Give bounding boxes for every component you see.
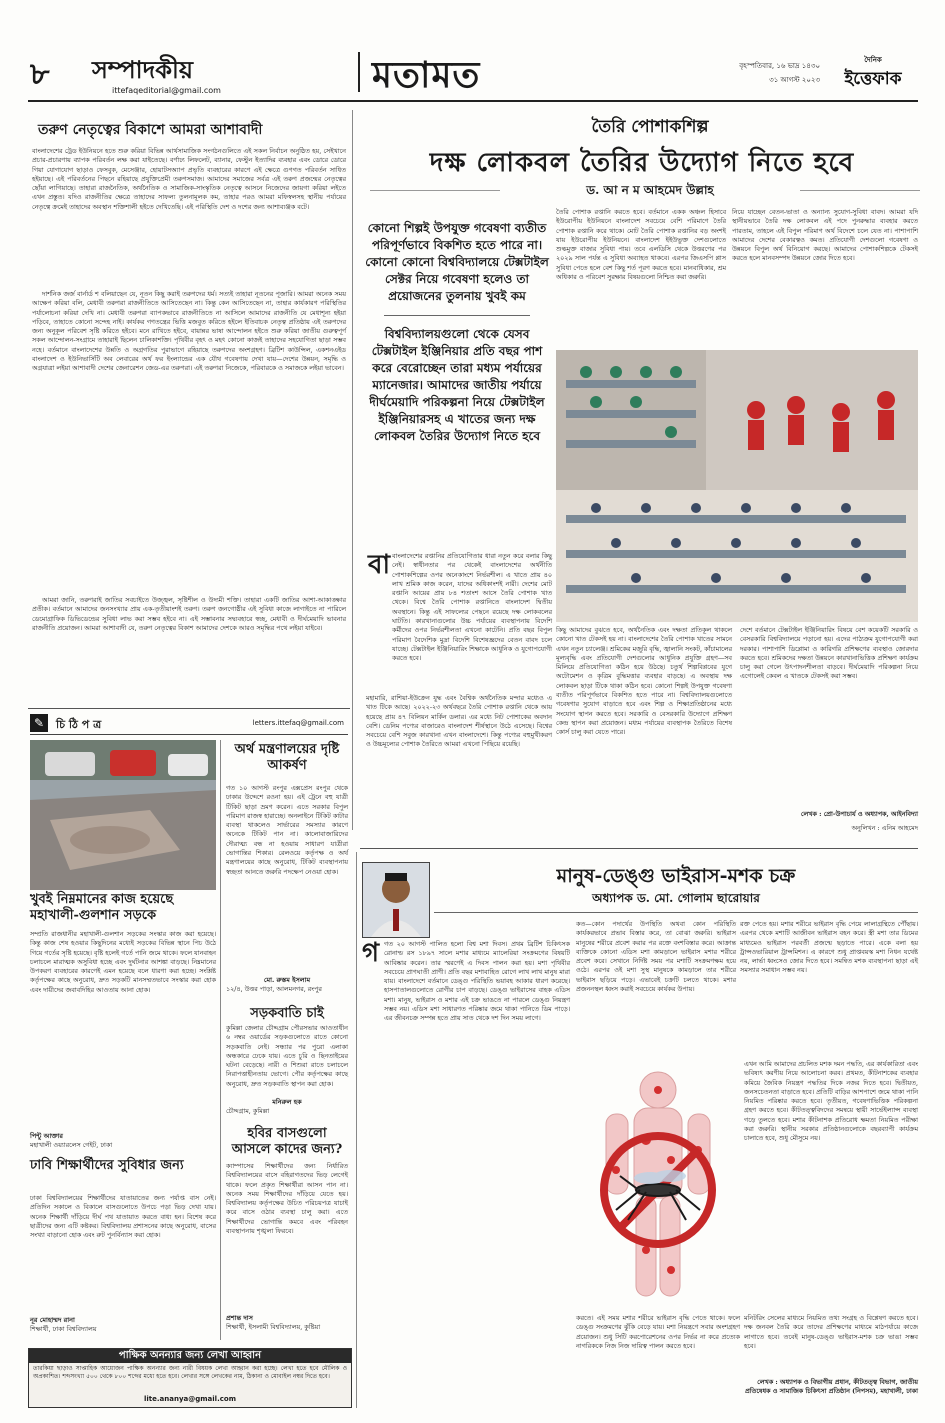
- editorial-headline: তরুণ নেতৃত্বের বিকাশে আমরা আশাবাদী: [38, 122, 263, 138]
- dengue-column-3: রক্ত পেতে হয়। মশার শরীরে ভাইরাস বৃদ্ধি পেয়ে লালাগ্রন্থিতে পৌঁছায়। এরপর থেকে মশাটি আজীবন ভাইরাস বহন করে। স্ত্রী মশা তার ডিমের মাধ্যমেও ভাইরাস পরবর্তী প্রজন্মে ছড়াতে পারে। একে বলা হয় ট্রান্সওভারিয়াল ট্রান্সমিশন। এ কারণে শুধু প্রাপ্তবয়স্ক মশা নিধন যথেষ্ট নয়, লার্ভা ধ্বংসেও জোর দিতে হবে। সমন্বিত মশক ব্যবস্থাপনা ছাড়া এই সমস্যার সমাধান সম্ভব নয়।: [740, 920, 921, 975]
- author-portrait-illustration: [363, 863, 429, 937]
- dropcap-letter: বা: [368, 550, 391, 580]
- road-damage-illustration: [30, 740, 216, 890]
- mosquito-body-illustration: [576, 1060, 740, 1310]
- page-number: ৮: [30, 57, 50, 92]
- letters-banner: [30, 714, 348, 735]
- dengue-left-divider: [356, 852, 357, 1408]
- feature-column-e: কিছু আমাদের বুঝতে হবে, অর্থনৈতিক এবং দক্ষতা প্রতিকূল থাকলে কোনো খাত টেকসই হয় না। বাংলাদেশের তৈরি পোশাক খাতের সামনে এখন নতুন চ্যালেঞ্জ। শ্রমিকের মজুরি বৃদ্ধি, জ্বালানি সংকট, কাঁচামালের মূল্যবৃদ্ধি এবং প্রতিযোগী দেশগুলোর আধুনিক প্রযুক্তি গ্রহণ—সব মিলিয়ে প্রতিযোগিতা কঠিন হয়ে উঠছে। চতুর্থ শিল্পবিপ্লবের যুগে অটোমেশন ও কৃত্রিম বুদ্ধিমত্তার ব্যবহার বাড়ছে। এ অবস্থায় দক্ষ লোকবল ছাড়া টিকে থাকা কঠিন হবে। কোনো শিল্পই উপযুক্ত গবেষণা ব্যতীত পরিপূর্ণভাবে বিকশিত হতে পারে না। বিশ্ববিদ্যালয়গুলোতে গবেষণার সুযোগ বাড়াতে হবে এবং শিল্প ও শিক্ষাপ্রতিষ্ঠানের মধ্যে সংযোগ স্থাপন করতে হবে। সরকারি ও বেসরকারি উদ্যোগে প্রশিক্ষণ কেন্দ্র স্থাপন করা প্রয়োজন। মধ্যম পর্যায়ের ব্যবস্থাপক তৈরিতে বিশেষ কোর্স চালু করা যেতে পারে।: [556, 626, 735, 737]
- dropcap-letter-2: গ: [362, 938, 380, 968]
- byline-rule-left: [370, 190, 500, 191]
- notice-email[interactable]: lite.ananya@gmail.com: [144, 1395, 236, 1403]
- letter-4-body: কুমিল্লা জেলার চৌদ্দগ্রাম পৌরসভার আওতাধীন ৬ নম্বর ওয়ার্ডের সড়কগুলোতে রাতে কোনো সড়কবাতি নেই। সন্ধ্যার পর পুরো এলাকা অন্ধকারে ঢেকে যায়। এতে চুরি ও ছিনতাইয়ের ঘটনা বেড়েছে। নারী ও শিশুরা রাতে চলাচলে নিরাপত্তাহীনতায় ভোগে। পৌর কর্তৃপক্ষের কাছে অনুরোধ, দ্রুত সড়কবাতি স্থাপন করা হোক।: [226, 1024, 351, 1088]
- garment-factory-illustration: [556, 350, 918, 622]
- letter-1-headline: খুবই নিম্নমানের কাজ হয়েছে মহাখালী-গুলশান সড়কে: [30, 892, 174, 923]
- notice-body: তারকিয়া ছাড়াও সাপ্তাহিক আয়োজন পাক্ষিক অনন্যার জন্য নারী বিষয়ক লেখা আহ্বান করা হচ্ছে। লেখা হতে হবে মৌলিক ও অপ্রকাশিত। শব্দসংখ্যা ৫০০ থেকে ৮০০ শব্দের মধ্যে হতে হবে। লেখার সঙ্গে লেখকের নাম, ঠিকানা ও মোবাইল নম্বর দিতে হবে।: [33, 1365, 349, 1380]
- letter-3-location: ১২/৪, উত্তর পাড়া, আলমনগর, রংপুর: [226, 985, 322, 993]
- call-for-writing-notice: [28, 1348, 352, 1408]
- letter-5-location: শিক্ষার্থী, ইসলামী বিশ্ববিদ্যালয়, কুষ্টিয়া: [226, 1323, 321, 1331]
- feature-column-b: নিয়ে যাচ্ছেন বেতন-ভাতা ও অন্যান্য সুযোগ-সুবিধা বাবদ। আমরা যদি স্থানীয়ভাবে তৈরি দক্ষ লোকবল এই পদে পুনরুদ্ধার ব্যবহার করতে পারতাম, তাহলে এই বিপুল পরিমাণ অর্থ বিদেশে চলে যেত না। পাশাপাশি আমাদের দেশের বেকারত্বও কমত। প্রতিযোগী দেশগুলো গবেষণা ও উন্নয়নে বিপুল অর্থ বিনিয়োগ করছে। আমাদের পোশাকশিল্পকে টেকসই করতে হলে মানবসম্পদ উন্নয়নে জোর দিতে হবে।: [732, 208, 921, 263]
- letter-5-signature: প্রশান্ত দাস: [226, 1314, 253, 1322]
- letter-4-headline: সড়কবাতি চাই: [250, 1006, 324, 1021]
- byline-rule-right: [800, 190, 920, 191]
- letter-5-body: ক্যাম্পাসের শিক্ষার্থীদের জন্য নির্ধারিত বিশ্ববিদ্যালয়ের বাসে বহিরাগতদের ভিড় লেগেই থাকে। ফলে প্রকৃত শিক্ষার্থীরা আসন পান না। অনেক সময় শিক্ষার্থীদের দাঁড়িয়ে যেতে হয়। বিশ্ববিদ্যালয় কর্তৃপক্ষের উচিত পরিচয়পত্র যাচাই করে বাসে ওঠার ব্যবস্থা চালু করা। এতে শিক্ষার্থীদের ভোগান্তি কমবে এবং পরিবহন ব্যবস্থাপনায় শৃঙ্খলা ফিরবে।: [226, 1162, 351, 1236]
- letter-4-signature: মনিরুল হক: [272, 1098, 302, 1106]
- feature-translator-note: অনুলিখন : এনিম আহমেদ: [851, 824, 918, 832]
- letter-2-headline: ঢাবি শিক্ষার্থীদের সুবিধার জন্য: [30, 1158, 184, 1173]
- dengue-author-note: লেখক : অধ্যাপক ও বিভাগীয় প্রধান, কীটতত্ত্ব বিভাগ, জাতীয় প্রতিষেধক ও সামাজিক চিকিৎসা প্রতিষ্ঠান (নিপসম), মহাখালী, ঢাকা: [744, 1378, 921, 1396]
- editorial-paragraph-3: আমরা জানি, তরুণরাই জাতির সবচাইতে উজ্জ্বল, সৃষ্টিশীল ও উদ্যমী শক্তি। তাহারা একটি জাতির আশা-আকাঙ্ক্ষার প্রতীক। বর্তমানে আমাদের জনসংখ্যার প্রায় এক-তৃতীয়াংশই তরুণ। তরুণ জনগোষ্ঠীর এই সুবিধা কাজে লাগাইতে না পারিলে ডেমোগ্রাফিক ডিভিডেন্ডের সুবিধা লাভ করা সম্ভব হইবে না। এই সম্ভাবনার সদ্ব্যবহারে স্বচ্ছ, মেধাবী ও দীর্ঘমেয়াদি ভাবনার রাজনীতি প্রয়োজন। আমরা আশাবাদী যে, তরুণ নেতৃত্বের বিকাশ আমাদের দেশকে আরও সমৃদ্ধির পথে লইয়া যাইবে।: [32, 596, 349, 632]
- letter-1-signature: পিন্টু আক্তার: [30, 1132, 64, 1140]
- dengue-byline-rule: [434, 912, 918, 913]
- dengue-byline: অধ্যাপক ড. মো. গোলাম ছারোয়ার: [592, 891, 760, 905]
- letter-1-location: মহাখালী ওয়্যারলেস গেইট, ঢাকা: [30, 1141, 113, 1149]
- pull-quote-top: কোনো শিল্পই উপযুক্ত গবেষণা ব্যতীত পরিপূর্ণভাবে বিকশিত হতে পারে না। কোনো কোনো বিশ্ববিদ্যালয়ে টেক্সটাইল সেক্টর নিয়ে গবেষণা হলেও তা প্রয়োজনের তুলনায় খুবই কম: [365, 221, 549, 303]
- letter-2-body: ঢাকা বিশ্ববিদ্যালয়ের শিক্ষার্থীদের যাতায়াতের জন্য পর্যাপ্ত বাস নেই। প্রতিদিন সকালে ও বিকালে বাসগুলোতে উপচে পড়া ভিড় দেখা যায়। অনেক শিক্ষার্থী দাঁড়িয়ে দীর্ঘ পথ যাতায়াত করতে বাধ্য হন। বিশেষ করে ছাত্রীদের জন্য এটি কষ্টকর। বিশ্ববিদ্যালয় প্রশাসনের কাছে অনুরোধ, বাসের সংখ্যা বাড়ানো হোক এবং রুট পুনর্বিন্যাস করা হোক।: [30, 1194, 219, 1240]
- header-rule: [28, 100, 918, 102]
- garment-factory-photo: [556, 350, 918, 622]
- dengue-column-2: কত—কোন পদার্থের উপস্থিতি অথবা কোন পরিস্থিতি কার্যকরভাবে প্রভাব বিস্তার করে, তা বোঝা জরুরি। ভাইরাস মানুষের শরীরে প্রবেশ করার পর রক্তে বংশবিস্তার করে। আক্রান্ত ব্যক্তিকে কোনো এডিস মশা কামড়ালে ভাইরাস মশার শরীরে প্রবেশ করে। সেখানে নির্দিষ্ট সময় পর মশাটি সংক্রমণক্ষম হয়ে ওঠে। এরপর ওই মশা সুস্থ মানুষকে কামড়ালে তার শরীরে ভাইরাস ছড়িয়ে পড়ে। এভাবেই চক্রটি চলতে থাকে। মশার প্রজননস্থল ধ্বংস করাই সবচেয়ে কার্যকর উপায়।: [576, 920, 739, 994]
- pull-quote-box: [364, 220, 550, 550]
- editorial-email[interactable]: ittefaqeditorial@gmail.com: [112, 86, 221, 95]
- editorial-column-divider: [352, 110, 353, 830]
- letter-3-signature: মো. রুস্তম ইসলাম: [263, 976, 311, 984]
- dengue-column-6: মনিটরিং সেলের মাধ্যমে নিয়মিত তথ্য সংগ্রহ ও বিশ্লেষণ করতে হবে। দক্ষ জনবল তৈরি করে তাদের প্রশিক্ষণের মাধ্যমে মাঠপর্যায়ে কাজে লাগাতে হবে। তবেই মানুষ-ডেঙ্গু ভাইরাস-মশক চক্র ভাঙা সম্ভব হবে।: [744, 1314, 921, 1350]
- letter-5-headline: হবির বাসগুলো আসলে কাদের জন্য?: [231, 1126, 343, 1157]
- feature-column-f: দেশে বর্তমানে টেক্সটাইল ইঞ্জিনিয়ারিং বিষয়ে বেশ কয়েকটি সরকারি ও বেসরকারি বিশ্ববিদ্যালয়ে পড়ানো হয়। এদের পাঠ্যক্রম যুগোপযোগী করা দরকার। পাশাপাশি ডিপ্লোমা ও কারিগরি প্রশিক্ষণের ব্যবস্থাও জোরদার করতে হবে। শ্রমিকদের দক্ষতা উন্নয়নে কারখানাভিত্তিক প্রশিক্ষণ কার্যক্রম চালু করা গেলে উৎপাদনশীলতা বাড়বে। দীর্ঘমেয়াদি পরিকল্পনা নিয়ে এগোলেই কেবল এ খাতকে টেকসই করা সম্ভব।: [740, 626, 921, 681]
- letter-4-location: চৌদ্দগ্রাম, কুমিল্লা: [226, 1107, 270, 1115]
- letter-3-headline: অর্থ মন্ত্রণালয়ের দৃষ্টি আকর্ষণ: [234, 742, 340, 773]
- dengue-illustration: [576, 1060, 740, 1310]
- feature-kicker: তৈরি পোশাকশিল্প: [591, 117, 709, 137]
- notice-title: পাক্ষিক অনন্যার জন্য লেখা আহ্বান: [29, 1349, 351, 1363]
- header-divider: [358, 52, 360, 92]
- dengue-column-4: এখন আমি আমাদের প্রচলিত মশক দমন পদ্ধতি, এর কার্যকারিতা এবং ভবিষ্যৎ করণীয় নিয়ে আলোচনা করব। প্রথমত, কীটনাশকের ব্যবহার কমিয়ে জৈবিক নিয়ন্ত্রণ পদ্ধতির দিকে নজর দিতে হবে। দ্বিতীয়ত, জনসচেতনতা বাড়াতে হবে। প্রতিটি বাড়ির আশপাশে জমে থাকা পানি নিয়মিত পরিষ্কার করতে হবে। তৃতীয়ত, গবেষণাভিত্তিক পরিকল্পনা গ্রহণ করতে হবে। কীটতত্ত্ববিদদের সমন্বয়ে স্থায়ী সার্ভেইল্যান্স ব্যবস্থা গড়ে তুলতে হবে। মশার কীটনাশক প্রতিরোধ ক্ষমতা নিয়মিত পরীক্ষা করা জরুরি। স্থানীয় সরকার প্রতিষ্ঠানগুলোকে বছরব্যাপী কার্যক্রম চালাতে হবে, শুধু মৌসুমে নয়।: [744, 1060, 921, 1143]
- letter-1-body: সম্প্রতি রাজধানীর মহাখালী-গুলশান সড়কের সংস্কার কাজ করা হয়েছে। কিন্তু কাজ শেষ হওয়ার কিছুদিনের মধ্যেই সড়কের বিভিন্ন স্থানে পিচ উঠে গিয়ে গর্তের সৃষ্টি হয়েছে। বৃষ্টি হলেই গর্তে পানি জমে থাকে। ফলে যানবাহন চলাচলে মারাত্মক অসুবিধা হচ্ছে এবং দুর্ঘটনার আশঙ্কা বাড়ছে। নিম্নমানের উপকরণ ব্যবহারের কারণেই এমন হয়েছে বলে ধারণা করা হচ্ছে। সংশ্লিষ্ট কর্তৃপক্ষের কাছে অনুরোধ, দ্রুত সড়কটি মানসম্মতভাবে সংস্কার করা হোক এবং দায়ীদের জবাবদিহির আওতায় আনা হোক।: [30, 930, 219, 994]
- section-title: মতামত: [372, 54, 481, 96]
- letters-pen-icon: ✎: [30, 714, 48, 732]
- dengue-column-5: করতে। এই সময় মশার শরীরে ভাইরাস বৃদ্ধি পেতে থাকে। ফলে ডেঙ্গু সংক্রমণের ঝুঁকি বেড়ে যায়। মশা নিয়ন্ত্রণে সবার অংশগ্রহণ প্রয়োজন। শুধু সিটি করপোরেশনের ওপর নির্ভর না করে প্রত্যেক নাগরিককে নিজ নিজ দায়িত্ব পালন করতে হবে।: [576, 1314, 743, 1350]
- date-line-2: ৩১ আগস্ট ২০২৩: [769, 76, 820, 84]
- logo-main-text: ইত্তেফাক: [844, 69, 902, 89]
- letter-2-signature: নূর মোহাম্মদ রানা: [30, 1316, 75, 1324]
- letter-2-location: শিক্ষার্থী, ঢাকা বিশ্ববিদ্যালয়: [30, 1325, 97, 1333]
- letters-column-divider: [220, 740, 221, 1340]
- date-line-1: বৃহস্পতিবার, ১৬ ভাদ্র ১৪৩০: [739, 62, 820, 70]
- editorial-paragraph-1: বাংলাদেশের ট্রেড ইউনিয়নে হতে শুরু করিয়া বিভিন্ন আর্থসামাজিক সংগঠনগুলিতে এই সকল নির্বাচন অনুষ্ঠিত হয়, সেইখানে প্রচার-প্রচারণায় ব্যাপক পরিবর্তন লক্ষ করা যাইতেছে। বর্ণাঢ্য লিফলেট, ব্যানার, ফেস্টুন ইত্যাদির ব্যবহার এবং ডোরে ডোরে গিয়া যোগাযোগ ছাড়াও ফেসবুক, মেসেঞ্জার, হোয়াটসঅ্যাপ প্রভৃতি ব্যবহারের কারণে এই ক্ষেত্রে গুণগত পরিবর্তন সাধিত হইয়াছে। এই পরিবর্তনের পিছনে রহিয়াছে প্রযুক্তিপ্রেমী তরুণসমাজ। আমাদের সমাজের সর্বত্র এই তরুণ প্রজন্মের নেতৃত্বের ছোঁয়া লাগিয়াছে। তাহারা রাজনৈতিক, অর্থনৈতিক ও সামাজিক-সাংস্কৃতিক নেতৃত্বে আসনে নিজেদের জায়গা করিয়া লইতে এখন প্রস্তুত। যদিও রাজনীতির ক্ষেত্রে তাহাদের সাফল্য তুলনামূলক কম, তাহার পরও আমরা মফিস্বলসহ স্থানীয় পর্যায়ের নেতৃত্বে ক্রমেই তাহাদের অবস্থান শক্তিশালী হইতে দেখিতেছি। এই পরিস্থিতি দেশ ও দশের জন্য আশাব্যঞ্জক বটে।: [32, 147, 349, 211]
- author-portrait: [362, 862, 430, 938]
- feature-column-d: মহামারি, রাশিয়া-ইউক্রেন যুদ্ধ এবং বৈশ্বিক অর্থনৈতিক মন্দার মধ্যেও এ খাত টিকে আছে। ২০২২-২৩ অর্থবছরে তৈরি পোশাক রপ্তানি থেকে আয় হয়েছে প্রায় ৪৭ বিলিয়ন মার্কিন ডলার। এর মধ্যে নিট পোশাকের অবদান বেশি। ডেনিম পণ্যের বাজারেও বাংলাদেশ শীর্ষস্থানে উঠে এসেছে। বিশ্বের সবচেয়ে বেশি সবুজ কারখানা এখন বাংলাদেশে। কিন্তু পণ্যের বহুমুখীকরণ ও উচ্চমূল্যের পোশাক তৈরিতে আমরা এখনো পিছিয়ে রয়েছি।: [366, 694, 555, 749]
- road-damage-photo: [30, 740, 216, 890]
- dengue-column-1: গত ২০ আগস্ট পালিত হলো বিশ্ব মশা দিবস। প্রথম ব্রিটিশ চিকিৎসক রোনাল্ড রস ১৮৯৭ সালে মশার মাধ্যমে ম্যালেরিয়া সংক্রমণের বিষয়টি আবিষ্কার করেন। তার স্মরণেই এ দিবস পালন করা হয়। মশা পৃথিবীর সবচেয়ে প্রাণঘাতী প্রাণী। প্রতি বছর মশাবাহিত রোগে লাখ লাখ মানুষ মারা যায়। বাংলাদেশে বর্তমানে ডেঙ্গু পরিস্থিতি ভয়াবহ আকার ধারণ করেছে। হাসপাতালগুলোতে রোগীর চাপ বাড়ছে। ডেঙ্গু ভাইরাসের বাহক এডিস মশা। মানুষ, ভাইরাস ও মশার এই চক্র ভাঙতে না পারলে ডেঙ্গু নিয়ন্ত্রণ সম্ভব নয়। এডিস মশা সাধারণত পরিষ্কার জমে থাকা পানিতে ডিম পাড়ে। এর জীবনচক্র সম্পন্ন হতে প্রায় সাত থেকে দশ দিন সময় লাগে।: [384, 940, 573, 1023]
- letters-section-label: চি ঠি প ত্র: [56, 718, 102, 731]
- letters-top-rule: [28, 708, 350, 709]
- pull-quote-bottom: বিশ্ববিদ্যালয়গুলো থেকে যেসব টেক্সটাইল ইঞ্জিনিয়ার প্রতি বছর পাশ করে বেরোচ্ছেন তারা মধ্যম পর্যায়ের ম্যানেজার। আমাদের জাতীয় পর্যায়ে দীর্ঘমেয়াদি পরিকল্পনা নিয়ে টেক্সটাইল ইঞ্জিনিয়ারসহ এ খাতের জন্য দক্ষ লোকবল তৈরির উদ্যোগ নিতে হবে: [369, 327, 545, 443]
- logo-small-text: দৈনিক: [864, 56, 882, 64]
- feature-author-note: লেখক : প্রো-উপাচার্য ও অধ্যাপক, আইনবিদ্যা: [800, 810, 918, 818]
- feature-column-c: বাংলাদেশের রপ্তানির প্রতিযোগিতার ধারা নতুন করে বলার কিছু নেই। স্বাধীনতার পর থেকেই বাংলাদেশের অর্থনীতি পোশাকশিল্পের ওপর অনেকাংশে নির্ভরশীল। এ খাতে প্রায় ৪০ লাখ শ্রমিক কাজ করেন, যাদের অধিকাংশই নারী। দেশের মোট রপ্তানি আয়ের প্রায় ৮৪ শতাংশ আসে তৈরি পোশাক খাত থেকে। বিশ্বে তৈরি পোশাক রপ্তানিতে বাংলাদেশ দ্বিতীয় অবস্থানে। কিন্তু এই সাফল্যের পেছনে রয়েছে দক্ষ লোকবলের ঘাটতি। কারখানাগুলোর উচ্চ পর্যায়ের ব্যবস্থাপনায় বিদেশি কর্মীদের ওপর নির্ভরশীলতা এখনো কাটেনি। প্রতি বছর বিপুল পরিমাণ বৈদেশিক মুদ্রা বিদেশি বিশেষজ্ঞদের বেতন বাবদ চলে যাচ্ছে। টেক্সটাইল ইঞ্জিনিয়ারিং শিক্ষাকে আধুনিক ও যুগোপযোগী করতে হবে।: [392, 552, 555, 663]
- feature-column-a: তৈরি পোশাক রপ্তানি করতে হবে। বর্তমানে একক অঞ্চল হিসাবে ইউরোপীয় ইউনিয়নে বাংলাদেশ সবচেয়ে বেশি পরিমাণে তৈরি পোশাক রপ্তানি করে থাকে। মোট তৈরি পোশাক রপ্তানির বড় অংশই যায় ইউরোপীয় ইউনিয়নে। বাংলাদেশ ইইউভুক্ত দেশগুলোতে শুল্কমুক্ত বাজার সুবিধা পায়। তবে এলডিসি থেকে উত্তরণের পর ২০২৯ সাল পর্যন্ত এ সুবিধা অব্যাহত থাকবে। এরপর জিএসপি প্লাস সুবিধা পেতে হলে বেশ কিছু শর্ত পূরণ করতে হবে। মানবাধিকার, শ্রম অধিকার ও পরিবেশ সুরক্ষার বিষয়গুলো নিশ্চিত করা জরুরি।: [556, 208, 729, 282]
- dengue-headline: মানুষ-ডেঙ্গু ভাইরাস-মশক চক্র: [556, 865, 796, 887]
- feature-byline: ড. আ ন ম আহমেদ উল্লাহ: [586, 183, 714, 197]
- section-brand: সম্পাদকীয়: [92, 55, 194, 84]
- editorial-paragraph-2: দার্শনিক জর্জ বার্নার্ড শ বলিয়াছেন যে, নূতন কিছু করাই তরুণদের ধর্ম। সত্যই তাহারা নূতনের পূজারি। আমরা অনেক সময় আক্ষেপ করিয়া বলি, মেধাবী তরুণরা রাজনীতিতে আসিতেছেন না। কিন্তু কেন আসিতেছেন না, তাহার কার্যকারণ পরিস্থিতির পর্যালোচনা করিয়া দেখি না। মেধাবী তরুণরা ব্যাপকভাবে রাজনীতিতে না আসিলে আমাদের রাজনীতি যে মেধাশূন্য হইয়া পড়িবে, তাহাতে কোনো সন্দেহ নাই। কার্যকর গণতন্ত্রের ভিত্তি মজবুত করিতে হইলে ইতিবাচক নেতৃত্ব প্রতিষ্ঠায় এই তরুণদের জন্য অনুকূল পরিবেশ সৃষ্টি করিতে হইবে। মনে রাখিতে হইবে, বায়ান্নর ভাষা আন্দোলন হইতে শুরু করিয়া জাতীয় গুরুত্বপূর্ণ সকল আন্দোলন-সংগ্রামে তাহারাই ছিলেন চালিকাশক্তি। পৃথিবীর বৃহৎ ও মহৎ কোনো কাজই তাহাদের সহযোগিতা ছাড়া সম্ভব নহে। বর্তমানে বাংলাদেশের উন্নতি ও অগ্রগতির পুরাভাগে রহিয়াছে তরুণদের অংশগ্রহণ। ব্রিটিশ কাউন্সিল, একশনএইড বাংলাদেশ ও ইউনিভার্সিটি অব লেবারের অর্থ ফর ইংল্যান্ডের এক যৌথ গবেষণায় দেখা যায়—দেশের উন্নয়ন, সমৃদ্ধি ও অগ্রযাত্রা লইয়া আশাবাদী দেশের জেনারেশন জেড-এর তরুণরা। এই তরুণরা নিজেকে, পরিবারকে ও সমাজকে লইয়া ভাবেন।: [32, 290, 349, 373]
- letters-email[interactable]: letters.ittefaq@gmail.com: [252, 719, 344, 727]
- letter-3-body: গত ১০ আগস্ট রংপুর এক্সপ্রেস রংপুর থেকে ঢাকার উদ্দেশে রওনা হয়। এই ট্রেনে বহু যাত্রী টিকিট ছাড়া ভ্রমণ করেন। এতে সরকার বিপুল পরিমাণ রাজস্ব হারাচ্ছে। অনলাইনে টিকিট কাটার ব্যবস্থা থাকলেও সার্ভারের সমস্যার কারণে অনেকে টিকিট পান না। কালোবাজারিদের দৌরাত্ম্য বন্ধ না হওয়ায় সাধারণ যাত্রীরা ভোগান্তির শিকার। রেলওয়ে কর্তৃপক্ষ ও অর্থ মন্ত্রণালয়ের কাছে অনুরোধ, টিকিট ব্যবস্থাপনায় স্বচ্ছতা আনতে জরুরি পদক্ষেপ নেওয়া হোক।: [226, 784, 351, 876]
- feature-bottom-rule: [360, 848, 918, 849]
- pull-quote-separator: [384, 315, 530, 316]
- masthead-logo: [828, 54, 918, 94]
- feature-headline: দক্ষ লোকবল তৈরির উদ্যোগ নিতে হবে: [429, 148, 855, 178]
